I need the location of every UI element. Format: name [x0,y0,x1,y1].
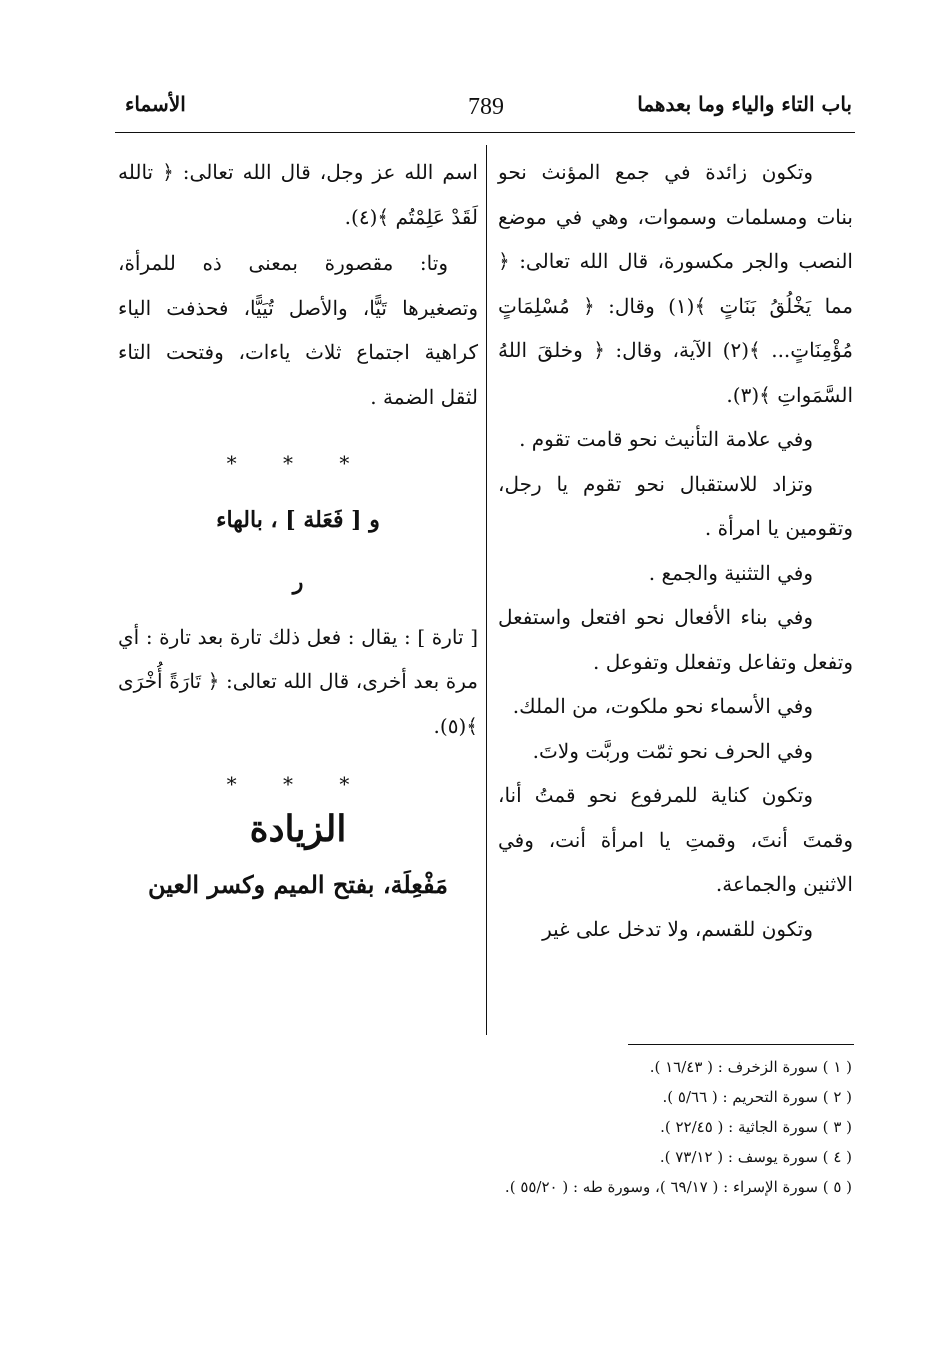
footnote: ( ٢ ) سورة التحريم : ( ٥/٦٦ ). [662,1088,852,1106]
paragraph: وفي علامة التأنيث نحو قامت تقوم . [519,427,813,451]
separator-stars: * * * [226,451,370,475]
paragraph: وتكون للقسم، ولا تدخل على غير [542,916,813,941]
paragraph: وفي التثنية والجمع . [648,560,813,585]
footnotes [372,1052,852,1202]
page-number: 789 [468,94,504,120]
column-divider [486,145,487,1035]
chapter-heading: الزيادة [249,807,347,850]
paragraph: وفي بناء الأفعال نحو افتعل واستفعل وتفعل وتفاعل وتفعلل وتفوعل . [498,605,853,674]
header-rule [115,132,855,133]
running-header-left: الأسماء [125,92,186,116]
left-column [118,150,478,908]
section-heading: مَفْعِلَة، بفتح الميم وكسر العين [148,870,448,899]
running-header-right: باب التاء والياء وما بعدهما [637,92,852,116]
paragraph: وتكون كناية للمرفوع نحو قمتُ أنا، وقمتَ أنتَ، وقمتِ يا امرأة أنت، وفي الاثنين والجماعة. [498,783,853,896]
footnote: ( ٥ ) سورة الإسراء : ( ٦٩/١٧ )، وسورة طه : ( ٥٥/٢٠ ). [504,1178,852,1196]
separator-stars: * * * [226,772,370,796]
footnote: ( ١ ) سورة الزخرف : ( ١٦/٤٣ ). [649,1058,852,1076]
paragraph: وفي الحرف نحو ثمّت وربَّت ولاتَ. [532,738,813,763]
footnote-rule [628,1044,854,1045]
right-column [498,150,853,951]
paragraph: وتا: مقصورة بمعنى ذه للمرأة، وتصغيرها تَيًّا، والأصل تُيَيًّا، فحذفت الياء كراهية اجتماع ثلاث ياءات، وفتحت التاء لثقل الضمة . [118,251,478,409]
footnote: ( ٣ ) سورة الجاثية : ( ٢٢/٤٥ ). [660,1118,852,1136]
section-heading: و [ فَعَلة ] ، بالهاء [216,506,380,533]
paragraph: اسم الله عز وجل، قال الله تعالى: ﴿ تالله لَقَدْ عَلِمْتُم ﴾(٤). [118,160,478,229]
paragraph: [ تارة ] : يقال : فعل ذلك تارة بعد تارة : أي مرة بعد أخرى، قال الله تعالى: ﴿ تَارَةً أُخْرَى ﴾(٥). [118,624,478,738]
paragraph: وتكون زائدة في جمع المؤنث نحو بنات ومسلمات وسموات، وهي في موضع النصب والجر مكسورة، قال الله تعالى: ﴿ مما يَخْلُقُ بَنَاتٍ ﴾(١) وقال: ﴿ مُسْلِمَاتٍ مُؤْمِنَاتٍ... ﴾(٢) الآية، وقال: ﴿ وخلقَ اللهُ السَّمَواتِ ﴾(٣). [498,160,853,407]
paragraph: وتزاد للاستقبال نحو تقوم يا رجل، وتقومين يا امرأة . [498,471,853,540]
footnote: ( ٤ ) سورة يوسف : ( ٧٣/١٢ ). [659,1148,852,1166]
section-letter: ر [292,569,304,595]
paragraph: وفي الأسماء نحو ملكوت، من الملك. [512,694,813,718]
